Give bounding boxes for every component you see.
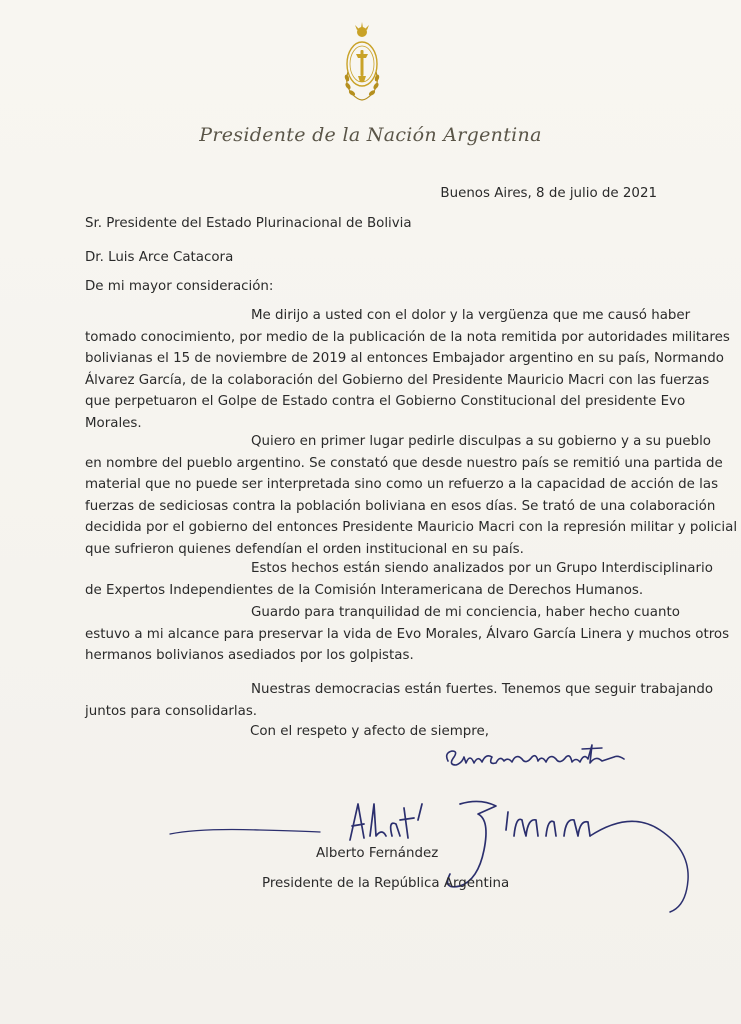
recipient-title: Sr. Presidente del Estado Plurinacional de Bolivia	[85, 216, 412, 231]
paragraph-line: de Expertos Independientes de la Comisión Interamericana de Derechos Humanos.	[85, 582, 644, 598]
paragraph-line: fuerzas de sediciosas contra la población boliviana en esos días. Se trató de una colaboración	[85, 498, 716, 514]
recipient-name: Dr. Luis Arce Catacora	[85, 250, 234, 265]
signatory-name: Alberto Fernández	[316, 846, 439, 861]
handwritten-sinceramente	[442, 735, 642, 775]
body-paragraph	[85, 679, 714, 722]
letter-date: Buenos Aires, 8 de julio de 2021	[440, 186, 657, 201]
salutation: De mi mayor consideración:	[85, 279, 274, 294]
paragraph-line: Nuestras democracias están fuertes. Tenemos que seguir trabajando	[251, 682, 714, 697]
paragraph-line: Morales.	[85, 415, 142, 431]
body-paragraph	[85, 558, 713, 601]
paragraph-line: que perpetuaron el Golpe de Estado contra el Gobierno Constitucional del presidente Evo	[85, 394, 686, 409]
paragraph-line: Álvarez García, de la colaboración del Gobierno del Presidente Mauricio Macri con las fuerzas	[85, 372, 710, 388]
paragraph-line: tomado conocimiento, por medio de la publicación de la nota remitida por autoridades militares	[85, 329, 730, 345]
body-paragraph	[85, 305, 730, 434]
body-paragraph	[85, 602, 730, 667]
closing-line: Con el respeto y afecto de siempre,	[250, 724, 489, 739]
paragraph-line: bolivianas el 15 de noviembre de 2019 al entonces Embajador argentino en su país, Normando	[85, 351, 724, 366]
paragraph-line: material que no puede ser interpretada sino como un refuerzo a la capacidad de acción de las	[85, 477, 719, 492]
paragraph-line: juntos para consolidarlas.	[85, 703, 258, 719]
letterhead-title: Presidente de la Nación Argentina	[199, 124, 542, 146]
paragraph-line: Quiero en primer lugar pedirle disculpas a su gobierno y a su pueblo	[251, 434, 711, 449]
argentine-coat-of-arms-icon	[338, 20, 386, 104]
paragraph-line: Guardo para tranquilidad de mi conciencia, haber hecho cuanto	[251, 605, 680, 620]
paragraph-line: estuvo a mi alcance para preservar la vida de Evo Morales, Álvaro García Linera y muchos otros	[85, 626, 730, 642]
paragraph-line: en nombre del pueblo argentino. Se constató que desde nuestro país se remitió una partida de	[85, 455, 723, 471]
paragraph-line: decidida por el gobierno del entonces Presidente Mauricio Macri con la represión militar y policial	[85, 520, 738, 535]
paragraph-line: Me dirijo a usted con el dolor y la vergüenza que me causó haber	[251, 308, 691, 323]
paragraph-line: que sufrieron quienes defendían el orden institucional en su país.	[85, 541, 524, 557]
body-paragraph	[85, 431, 738, 560]
paragraph-line: hermanos bolivianos asediados por los golpistas.	[85, 648, 414, 663]
signatory-title: Presidente de la República Argentina	[262, 876, 510, 891]
paragraph-line: Estos hechos están siendo analizados por un Grupo Interdisciplinario	[251, 561, 713, 576]
